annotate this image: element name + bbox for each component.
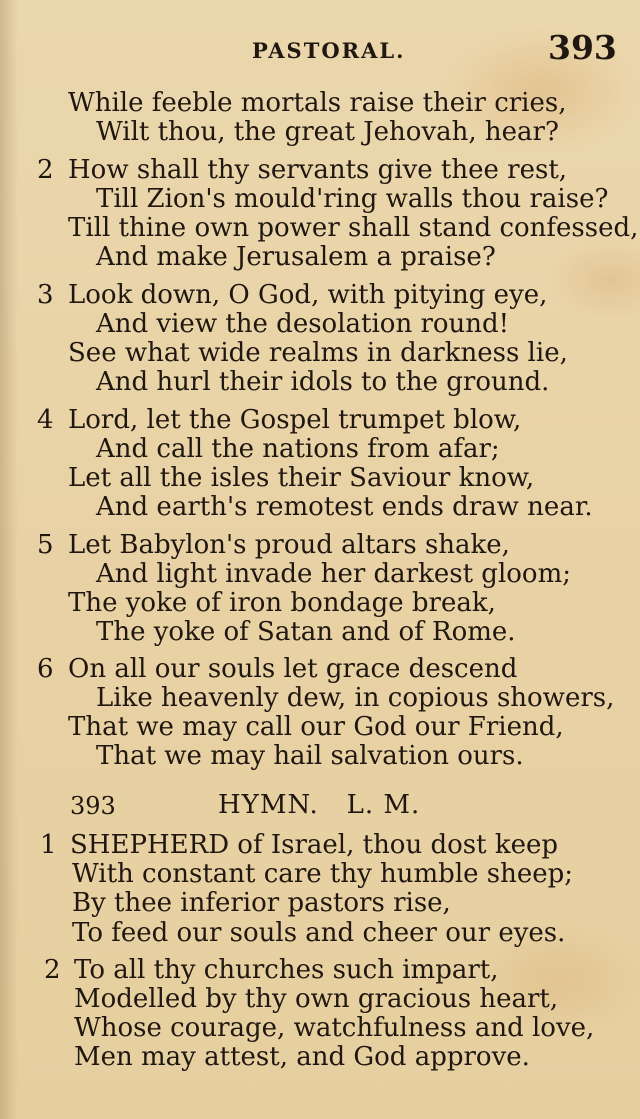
stanza-number: 4 [37,405,54,435]
verse-line: The yoke of iron bondage break, [68,588,496,618]
verse-line: On all our souls let grace descend [68,654,518,684]
verse-line: Lord, let the Gospel trumpet blow, [68,405,522,435]
running-head: PASTORAL. [252,38,406,63]
stanza-number: 2 [44,955,61,985]
verse-line: Men may attest, and God approve. [74,1042,530,1072]
verse-line: To all thy churches such impart, [74,955,499,985]
hymn-number: 393 [70,792,116,820]
verse-line: That we may hail salvation ours. [96,741,524,771]
page-number: 393 [548,28,617,67]
stanza-number: 5 [37,530,54,560]
verse-line: See what wide realms in darkness lie, [68,338,568,368]
verse-line: Modelled by thy own gracious heart, [74,984,559,1014]
hymn-title: HYMN. L. M. [218,790,421,820]
verse-line: Wilt thou, the great Jehovah, hear? [96,117,559,147]
verse-line: By thee inferior pastors rise, [72,888,451,918]
verse-line: Till thine own power shall stand confessed, [68,213,639,243]
stanza-number: 2 [37,155,54,185]
verse-line: While feeble mortals raise their cries, [68,88,567,118]
verse-line: The yoke of Satan and of Rome. [96,617,516,647]
verse-line: Let all the isles their Saviour know, [68,463,535,493]
verse-line: Whose courage, watchfulness and love, [74,1013,595,1043]
verse-line: With constant care thy humble sheep; [72,859,574,889]
verse-line: And make Jerusalem a praise? [96,242,496,272]
verse-line: And hurl their idols to the ground. [96,367,550,397]
stanza-number: 1 [40,830,57,860]
verse-line: And light invade her darkest gloom; [96,559,571,589]
verse-line: Look down, O God, with pitying eye, [68,280,548,310]
verse-line: And view the desolation round! [96,309,510,339]
verse-line: How shall thy servants give thee rest, [68,155,568,185]
verse-line: Like heavenly dew, in copious showers, [96,683,615,713]
verse-line: And call the nations from afar; [96,434,500,464]
stanza-number: 6 [37,654,54,684]
verse-line: That we may call our God our Friend, [68,712,564,742]
verse-line: SHEPHERD of Israel, thou dost keep [70,830,558,860]
stanza-number: 3 [37,280,54,310]
verse-line: Till Zion's mould'ring walls thou raise? [96,184,609,214]
verse-line: To feed our souls and cheer our eyes. [72,918,566,948]
verse-line: Let Babylon's proud altars shake, [68,530,510,560]
verse-line: And earth's remotest ends draw near. [96,492,593,522]
page-header [0,28,640,72]
